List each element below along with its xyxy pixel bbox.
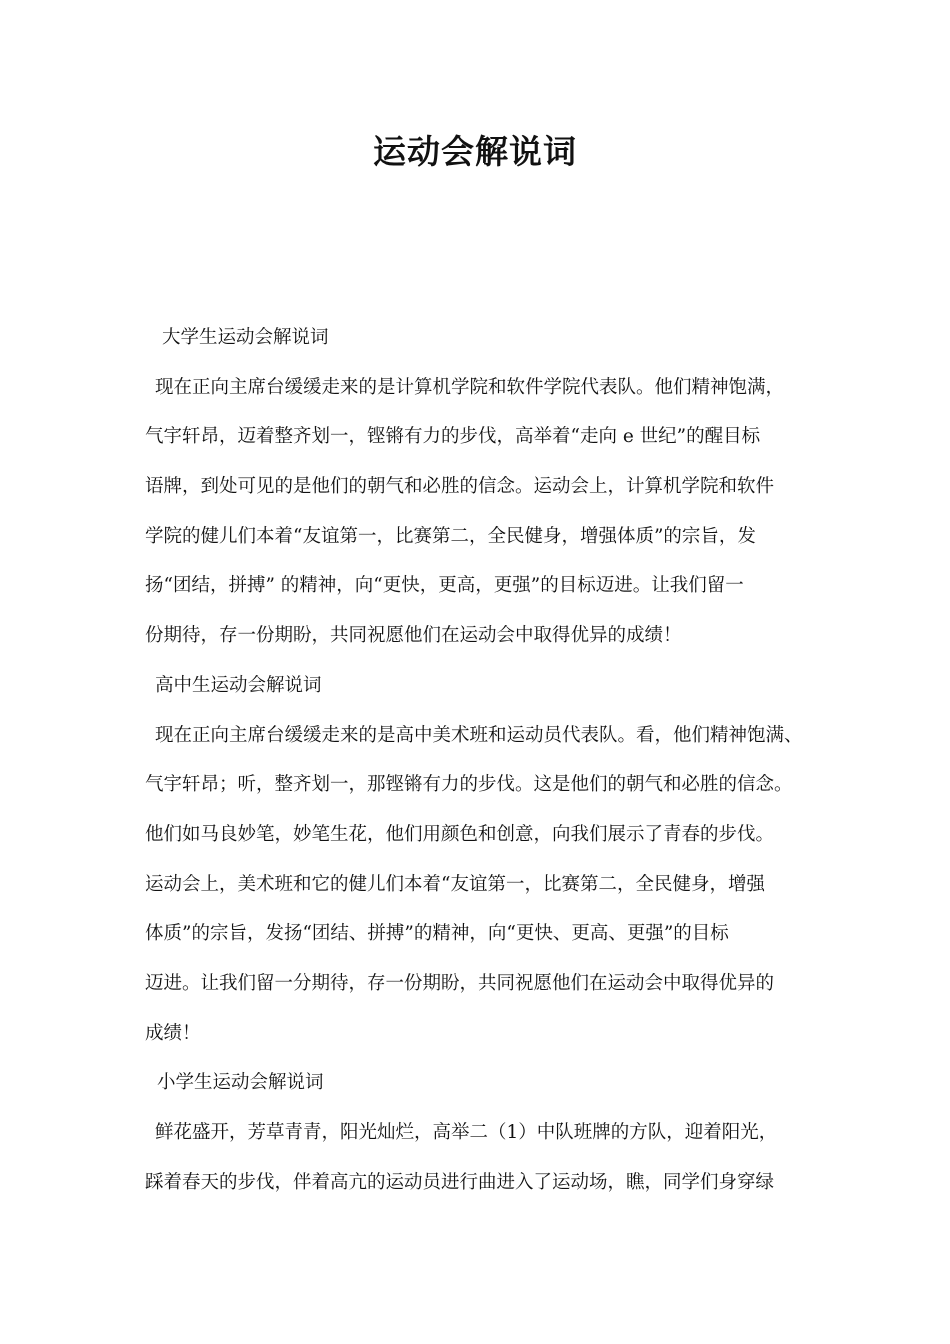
paragraph-line: 踩着春天的步伐，伴着高亢的运动员进行曲进入了运动场，瞧，同学们身穿绿: [145, 1171, 775, 1193]
document-body: [145, 313, 825, 1207]
paragraph-line: 迈进。让我们留一分期待，存一份期盼，共同祝愿他们在运动会中取得优异的: [145, 972, 775, 994]
section-heading-high-school: 高中生运动会解说词: [155, 674, 322, 696]
paragraph-line: 成绩！: [145, 1022, 201, 1044]
paragraph-line: 学院的健儿们本着“友谊第一，比赛第二，全民健身，增强体质”的宗旨，发: [145, 525, 756, 547]
paragraph-line: 鲜花盛开，芳草青青，阳光灿烂，高举二（1）中队班牌的方队，迎着阳光，: [155, 1122, 778, 1143]
paragraph-line: 体质”的宗旨，发扬“团结、拼搏”的精神，向“更快、更高、更强”的目标: [145, 923, 729, 945]
paragraph-line: 语牌，到处可见的是他们的朝气和必胜的信念。运动会上，计算机学院和软件: [145, 476, 775, 498]
paragraph-line: 运动会上，美术班和它的健儿们本着“友谊第一，比赛第二，全民健身，增强: [145, 873, 765, 895]
paragraph-line: 气宇轩昂；听，整齐划一，那铿锵有力的步伐。这是他们的朝气和必胜的信念。: [145, 774, 793, 796]
paragraph-line: 扬“团结，拼搏” 的精神，向“更快，更高，更强”的目标迈进。让我们留一: [145, 575, 744, 597]
document-title: 运动会解说词: [373, 132, 577, 171]
paragraph-line: 气宇轩昂，迈着整齐划一，铿锵有力的步伐，高举着“走向 e 世纪”的醒目标: [145, 426, 761, 448]
section-heading-primary-school: 小学生运动会解说词: [157, 1072, 324, 1094]
paragraph-line: 他们如马良妙笔，妙笔生花，他们用颜色和创意，向我们展示了青春的步伐。: [145, 823, 775, 845]
paragraph-line: 份期待，存一份期盼，共同祝愿他们在运动会中取得优异的成绩！: [145, 625, 682, 647]
section-heading-university: 大学生运动会解说词: [162, 327, 329, 348]
paragraph-line: 现在正向主席台缓缓走来的是高中美术班和运动员代表队。看，他们精神饱满、: [155, 724, 803, 746]
paragraph-line: 现在正向主席台缓缓走来的是计算机学院和软件学院代表队。他们精神饱满，: [155, 376, 785, 398]
